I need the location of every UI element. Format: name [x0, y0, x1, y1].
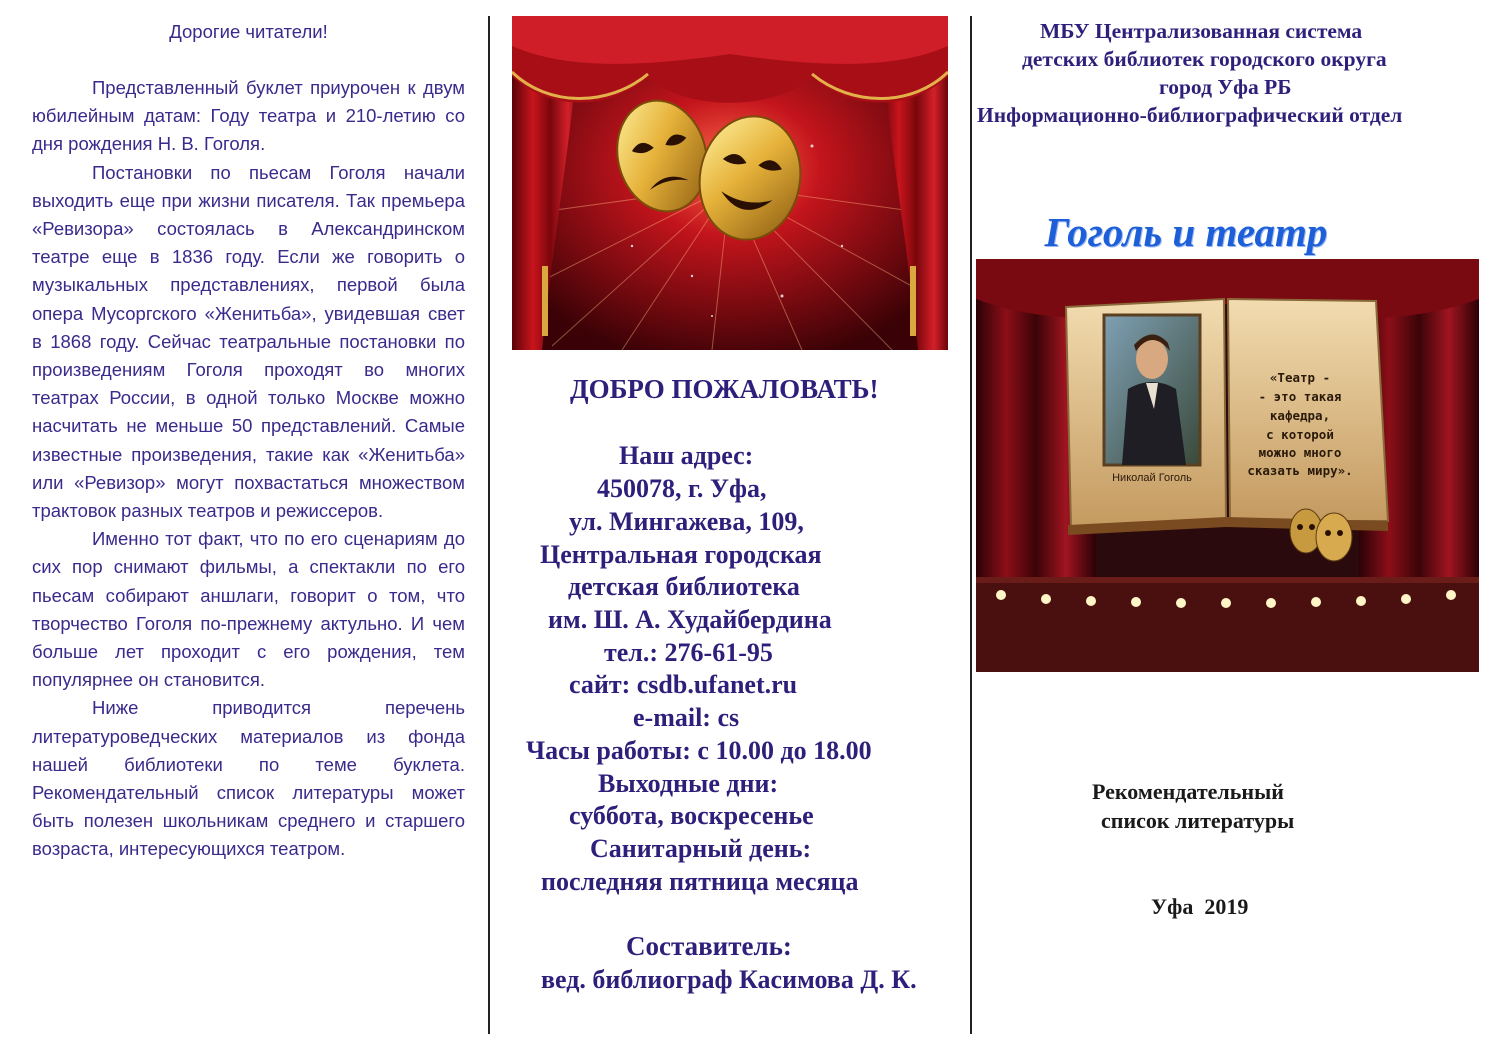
phone-line: тел.: 276-61-95: [604, 638, 773, 667]
intro-paragraph: Представленный буклет приурочен к двум юбилейным датам: Году театра и 210-летию со дня рождения Н. В. Гоголя.: [32, 77, 465, 155]
org-line: Информационно-библиографический отдел: [977, 103, 1403, 127]
address-line: им. Ш. А. Худайбердина: [548, 605, 832, 634]
days-off-value: суббота, воскресенье: [569, 801, 814, 830]
intro-paragraph: Именно тот факт, что по его сценариям до сих пор снимают фильмы, а спектакли по его пьесам собирают аншлаги, говорит о том, что творчество Гоголя по-прежнему актульно. И чем больше лет проходит с его рождения, тем популярнее он становится.: [32, 528, 465, 691]
website-line: сайт: csdb.ufanet.ru: [569, 670, 798, 699]
intro-paragraph: Постановки по пьесам Гоголя начали выходить еще при жизни писателя. Так премьера «Ревизора» состоялась в Александринском театре еще в 1836 году. Если же говорить о музыкальных представлениях, первой была опера Мусоргского «Женитьба», увидевшая свет в 1868 году. Сейчас театральные постановки по произведениям Гоголя проходят во многих театрах России, в одной только Москве можно насчитать не меньше 50 представлений. Самые известные произведения, такие как «Женитьба» или «Ревизор» могут похвастаться множеством трактовок разных театров и режиссеров.: [32, 161, 465, 522]
address-line: детская библиотека: [568, 572, 800, 601]
theatre-masks-image: [512, 16, 948, 350]
hours-line: Часы работы: с 10.00 до 18.00: [526, 736, 872, 765]
quote-line: сказать миру».: [1247, 463, 1353, 478]
compiler-label: Составитель:: [626, 931, 792, 961]
booklet-title: Гоголь и театр: [1044, 209, 1328, 255]
address-line: Центральная городская: [540, 540, 822, 569]
intro-paragraph: Ниже приводится перечень литературоведческих материалов из фонда нашей библиотеки по теме буклета. Рекомендательный список литературы может быть полезен школьникам среднего и старшего возраста, интересующихся театром.: [32, 697, 465, 860]
sanitary-day-value: последняя пятница месяца: [541, 867, 859, 896]
compiler-name: вед. библиограф Касимова Д. К.: [541, 965, 917, 994]
column-divider-right: [970, 16, 972, 1034]
sanitary-day-label: Санитарный день:: [590, 834, 812, 863]
quote-line: - это такая: [1258, 389, 1342, 404]
quote-line: можно много: [1258, 445, 1342, 460]
org-line: МБУ Централизованная система: [1040, 19, 1363, 43]
city-year: Уфа 2019: [1151, 894, 1249, 919]
org-line: город Уфа РБ: [1159, 75, 1292, 99]
column-divider-left: [488, 16, 490, 1034]
gogol-book-stage-image: [976, 259, 1479, 672]
address-line: 450078, г. Уфа,: [597, 474, 767, 503]
quote-line: кафедра,: [1269, 408, 1331, 423]
org-line: детских библиотек городского округа: [1022, 47, 1387, 71]
intro-column: [32, 18, 465, 864]
email-line: e-mail: cs: [633, 703, 740, 732]
quote-line: «Театр -: [1269, 370, 1331, 385]
quote-line: с которой: [1266, 427, 1334, 442]
greeting: Дорогие читатели!: [169, 21, 328, 42]
subtitle-line: Рекомендательный: [1092, 779, 1284, 804]
address-line: ул. Мингажева, 109,: [569, 507, 804, 536]
portrait-caption: Николай Гоголь: [1112, 472, 1192, 484]
welcome-heading: ДОБРО ПОЖАЛОВАТЬ!: [570, 374, 879, 404]
days-off-label: Выходные дни:: [598, 769, 779, 798]
address-line: Наш адрес:: [619, 441, 754, 470]
subtitle-line: список литературы: [1101, 808, 1295, 833]
